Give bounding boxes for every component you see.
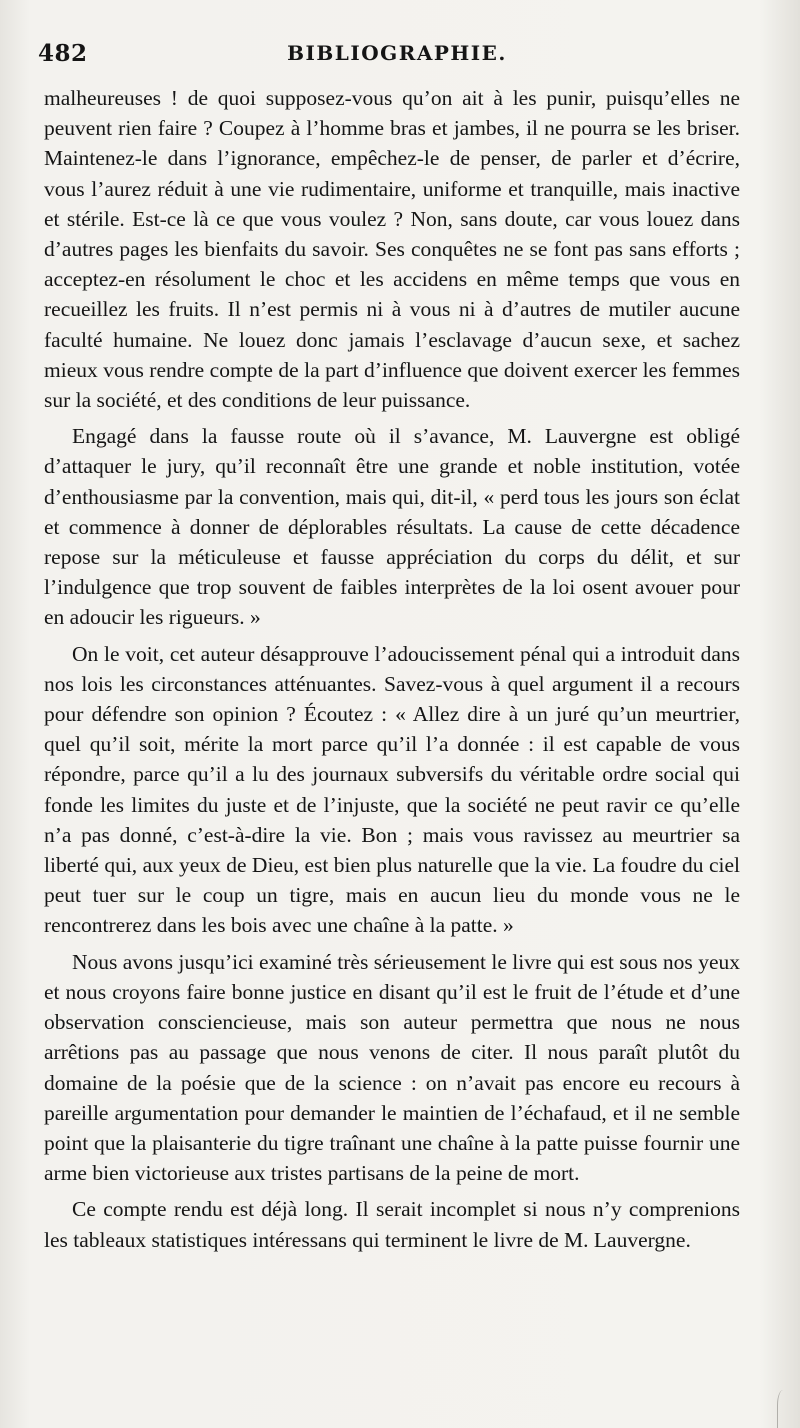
margin-pencil-mark <box>777 1390 792 1428</box>
paragraph: On le voit, cet auteur désapprouve l’adoucissement pénal qui a introduit dans nos lois les circonstances atténuantes. Savez-vous à quel argument il a recours pour défendre son opinion ? Écoutez : « Allez dire à un juré qu’un meurtrier, quel qu’il soit, mérite la mort parce qu’il l’a donnée : il est capable de vous répondre, parce qu’il a lu des journaux subversifs du véritable ordre social qui fonde les limites du juste et de l’injuste, que la société ne peut ravir ce qu’elle n’a pas donné, c’est-à-dire la vie. Bon ; mais vous ravissez au meurtrier sa liberté qui, aux yeux de Dieu, est bien plus naturelle que la vie. La foudre du ciel peut tuer sur le coup un tigre, mais en aucun lieu du monde vous ne le rencontrerez dans les bois avec une chaîne à la patte. » <box>44 641 740 938</box>
paragraph: Ce compte rendu est déjà long. Il serait incomplet si nous n’y comprenions les tableaux statistiques intéressans qui terminent le livre de M. Lauvergne. <box>44 1197 740 1252</box>
page-header <box>38 40 756 70</box>
running-title: BIBLIOGRAPHIE. <box>287 41 507 65</box>
body-text <box>44 83 740 1261</box>
paragraph: Engagé dans la fausse route où il s’avance, M. Lauvergne est obligé d’attaquer le jury, qu’il reconnaît être une grande et noble institution, votée d’enthousiasme par la convention, mais qui, dit-il, « perd tous les jours son éclat et commence à donner de déplorables résultats. La cause de cette décadence repose sur la méticuleuse et fausse appréciation du corps du délit, et sur l’indulgence que trop souvent de faibles interprètes de la loi osent avouer pour en adoucir les rigueurs. » <box>44 424 740 630</box>
paragraph: Nous avons jusqu’ici examiné très sérieusement le livre qui est sous nos yeux et nous croyons faire bonne justice en disant qu’il est le fruit de l’étude et d’une observation consciencieuse, mais son auteur permettra que nous ne nous arrêtions pas au passage que nous venons de citer. Il nous paraît plutôt du domaine de la poésie que de la science : on n’avait pas encore eu recours à pareille argumentation pour demander le maintien de l’échafaud, et il ne semble point que la plaisanterie du tigre traînant une chaîne à la patte puisse fournir une arme bien victorieuse aux tristes partisans de la peine de mort. <box>44 949 740 1186</box>
paragraph: malheureuses ! de quoi supposez-vous qu’on ait à les punir, puisqu’elles ne peuvent rien faire ? Coupez à l’homme bras et jambes, il ne pourra se les briser. Maintenez-le dans l’ignorance, empêchez-le de penser, de parler et d’écrire, vous l’aurez réduit à une vie rudimentaire, uniforme et tranquille, mais inactive et stérile. Est-ce là ce que vous voulez ? Non, sans doute, car vous louez dans d’autres pages les bienfaits du savoir. Ses conquêtes ne se font pas sans efforts ; acceptez-en résolument le choc et les accidens en même temps que vous en recueillez les fruits. Il n’est permis ni à vous ni à d’autres de mutiler aucune faculté humaine. Ne louez donc jamais l’esclavage d’aucun sexe, et sachez mieux vous rendre compte de la part d’influence que doivent exercer les femmes sur la société, et des conditions de leur puissance. <box>44 86 740 413</box>
page-number: 482 <box>38 40 88 67</box>
